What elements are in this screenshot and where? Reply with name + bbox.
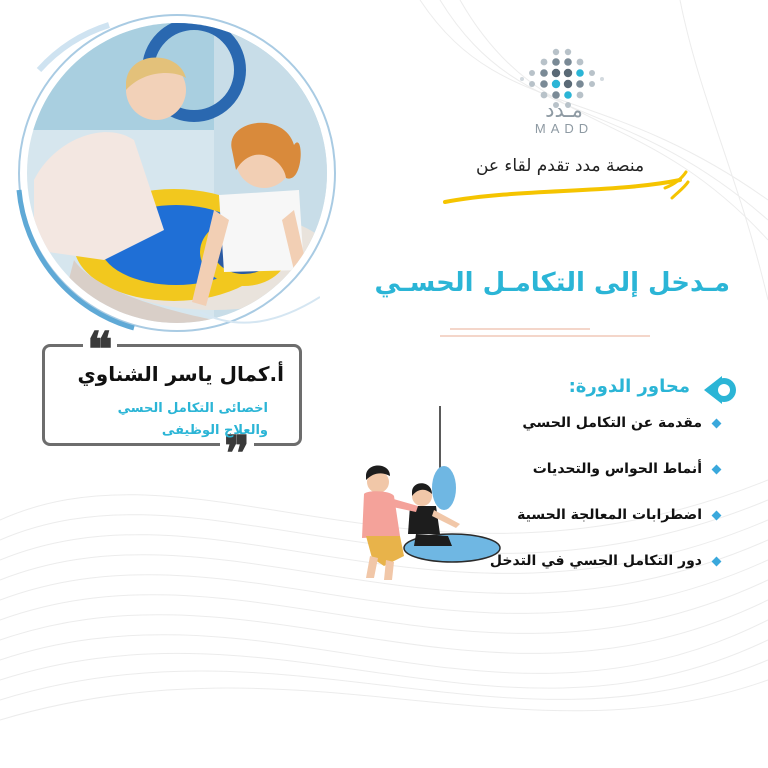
- logo-latin-wordmark: MADD: [534, 121, 594, 136]
- diamond-bullet-icon: [712, 419, 722, 429]
- therapist-child-tunnel-photo: [14, 10, 340, 336]
- list-item-label: دور التكامل الحسي في التدخل: [489, 553, 702, 569]
- axes-heading: محاور الدورة:: [568, 376, 690, 397]
- quote-open-icon: ❝: [83, 326, 117, 374]
- list-item-label: أنماط الحواس والتحديات: [532, 461, 702, 477]
- course-title: مـدخل إلى التكامـل الحسـي: [374, 268, 730, 298]
- photo-accent-dots: [200, 292, 320, 332]
- list-item-label: اضطرابات المعالجة الحسية: [517, 507, 702, 523]
- diamond-bullet-icon: [712, 511, 722, 521]
- speaker-role: [48, 398, 268, 442]
- speaker-role-line-1: اخصائى التكامل الحسي: [117, 401, 268, 416]
- title-underline: [440, 326, 670, 340]
- arrow-circle-icon: [700, 372, 740, 408]
- speaker-role-line-2: والعلاج الوظيفى: [161, 423, 268, 438]
- list-item-label: مقدمة عن التكامل الحسي: [522, 415, 702, 431]
- logo-arabic-wordmark: مـدد: [545, 98, 583, 122]
- speaker-name: أ.كمال ياسر الشناوي: [77, 362, 284, 386]
- swing-therapy-illustration: [356, 406, 504, 584]
- diamond-bullet-icon: [712, 465, 722, 475]
- diamond-bullet-icon: [712, 557, 722, 567]
- presents-line: منصة مدد تقدم لقاء عن: [475, 156, 645, 176]
- yellow-swoosh: [440, 170, 690, 210]
- quote-close-icon: ❞: [220, 430, 254, 478]
